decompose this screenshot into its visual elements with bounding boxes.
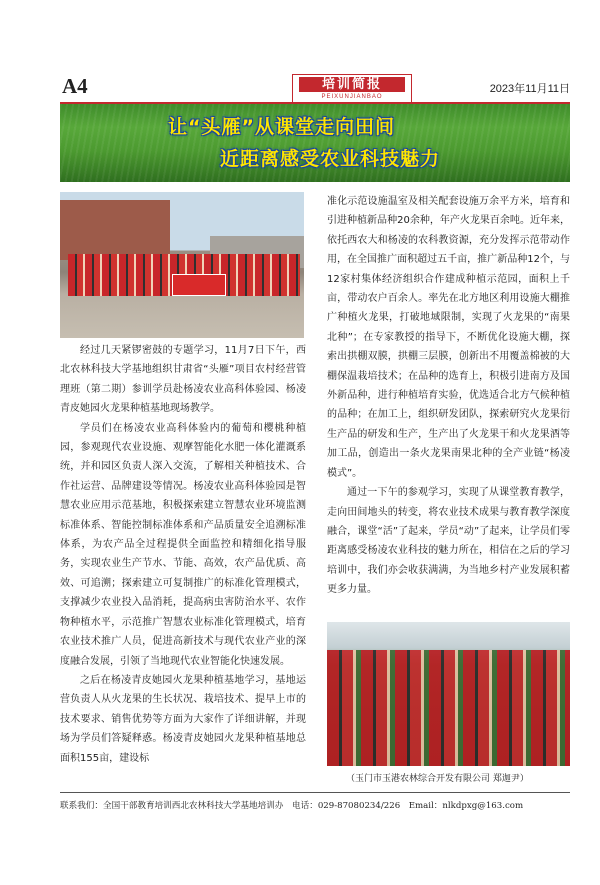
field-visit-photo — [327, 622, 570, 766]
group-photo — [60, 192, 304, 338]
photo-building — [60, 200, 170, 260]
headline-banner — [60, 104, 570, 182]
photo-caption: （玉门市玉港农林综合开发有限公司 郑迦尹） — [346, 774, 529, 784]
photo-banner-flag — [172, 274, 226, 296]
contact-footer: 联系我们：全国干部教育培训西北农林科技大学基地培训办 电话：029-87080234/226 Email：nlkdpxg@163.com — [60, 801, 524, 811]
page-number: A4 — [62, 74, 88, 98]
headline-line-2: 近距离感受农业科技魅力 — [220, 148, 441, 170]
masthead-title: 培训简报 — [299, 77, 405, 92]
article-paragraph: 之后在杨凌青皮她园火龙果种植基地学习，基地运营负责人从火龙果的生长状况、栽培技术、提早上市的技术要求、销售优势等方面为大家作了详细讲解，并现场为学员们答疑释惑。杨凌青皮她园火龙果种植基地总面积155亩，建设标 — [60, 674, 306, 764]
issue-date: 2023年11月11日 — [489, 83, 570, 95]
article-column-right — [327, 192, 570, 600]
masthead-pinyin: PEIXUNJIANBAO — [321, 94, 383, 100]
article-paragraph: 准化示范设施温室及相关配套设施万余平方米，培育和引进种植新品种20余种，年产火龙果百余吨。近年来，依托西农大和杨凌的农科教资源，充分发挥示范带动作用，在全国推广面积超过五千亩，推广新品种12个，与12家村集体经济组织合作建成种植示范园，面积上千亩，带动农户百余人。率先在北方地区利用设施大棚推广种植火龙果，打破地域限制，实现了火龙果的“南果北种”；在专家教授的指导下，不断优化设施大棚，探索出拱棚双膜，拱棚三层膜，创新出不用覆盖棉被的大棚保温栽培技术；在品种的选育上，积极引进南方及国外新品种，进行种植培育实验，优选适合北方气候种植的品种；在加工上，组织研发团队，探索研究火龙果衍生产品的研发和生产，生产出了火龙果干和火龙果酒等加工品，创造出一条火龙果南果北种的全产业链“杨凌模式”。 — [327, 196, 570, 479]
article-column-left — [60, 341, 306, 768]
headline-line-1: 让“头雁”从课堂走向田间 — [168, 116, 395, 138]
article-paragraph: 学员们在杨凌农业高科体验内的葡萄和樱桃种植园，参观现代农业设施、观摩智能化水肥一体化灌溉系统，并和园区负责人深入交流，了解相关种植技术、合作社运营、品牌建设等情况。杨凌农业高科体验园是智慧农业应用示范基地，积极探索建立智慧农业环境监测标准体系、智能控制标准体系和产品质量安全追溯标准体系，为农产品全过程提供全面监控和精细化指导服务，实现农业生产节水、节能、高效，农产品优质、高效、可追溯；探索建立可复制推广的标准化管理模式，支撑减少农业投入品消耗，提高病虫害防治水平、农作物种植水平，示范推广智慧农业标准化管理模式，培育农业技术推广人员，促进高新技术与现代农业产业的深度融合发展，引领了当地现代农业智能化快速发展。 — [60, 422, 306, 667]
article-paragraph: 经过几天紧锣密鼓的专题学习，11月7日下午，西北农林科技大学基地组织甘肃省“头雁”项目农村经营管理班（第二期）参训学员赴杨凌农业高科体验园、杨凌青皮她园火龙果种植基地现场教学。 — [60, 345, 306, 415]
photo-crowd — [327, 650, 570, 766]
footer-divider — [60, 792, 570, 793]
article-paragraph: 通过一下午的参观学习，实现了从课堂教育教学，走向田间地头的转变，将农业技术成果与教育教学深度融合，课堂“活”了起来，学员“动”了起来，让学员们零距离感受杨凌农业科技的魅力所在，相信在之后的学习培训中，我们亦会收获满满，为当地乡村产业发展积蓄更多力量。 — [327, 487, 570, 596]
